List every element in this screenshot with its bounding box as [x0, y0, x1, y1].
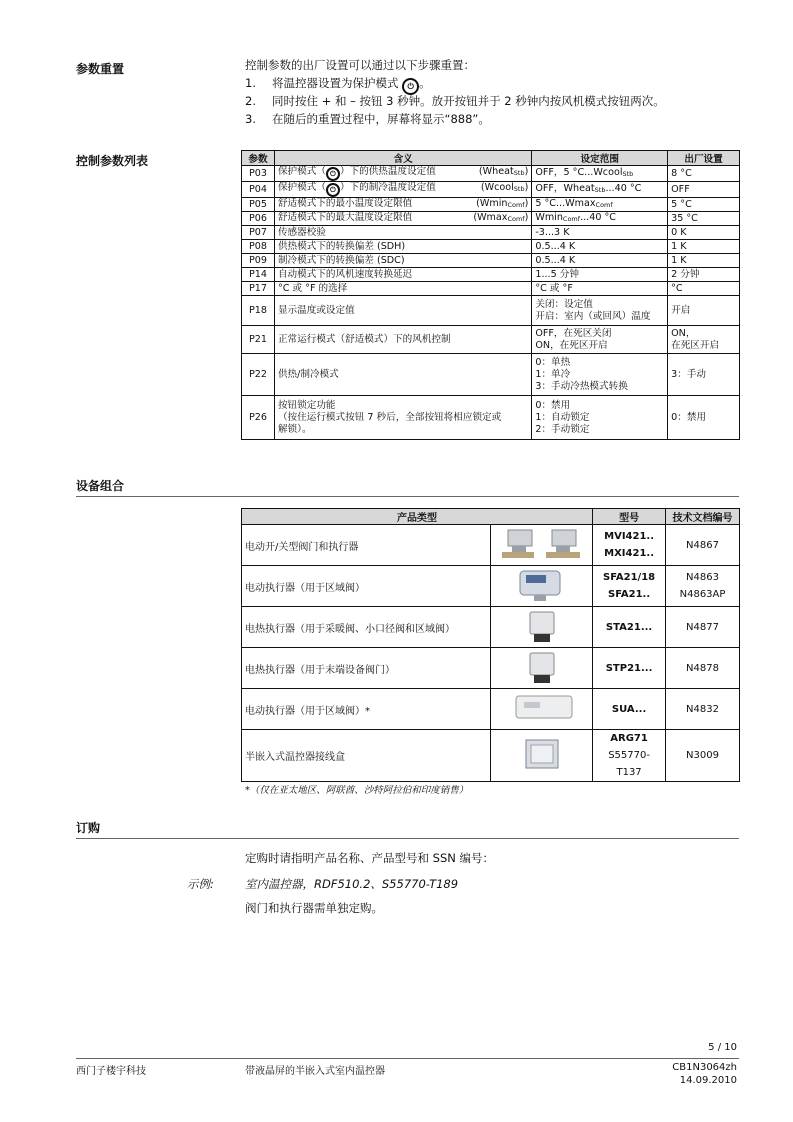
- footer-company: 西门子楼宇科技: [76, 1066, 146, 1077]
- param-meaning: 保护模式（ ⏻ ）下的制冷温度设定值 (WcoolStb): [274, 182, 531, 198]
- param-meaning: 供热/制冷模式: [274, 354, 531, 396]
- meaning-pre: 保护模式（: [277, 166, 326, 177]
- table-row: [242, 354, 740, 396]
- param-range: [532, 166, 668, 182]
- device-type: 电动开/关型阀门和执行器: [242, 525, 491, 566]
- param-default: [668, 326, 740, 354]
- param-meaning: 传感器校验: [274, 226, 531, 240]
- param-range: [532, 198, 668, 212]
- table-row: [242, 198, 740, 212]
- param-range: 0.5...4 K: [532, 240, 668, 254]
- device-type: 电动执行器（用于区域阀）: [242, 566, 491, 607]
- reset-step-2: [245, 92, 665, 110]
- range-sub: Stb: [622, 170, 634, 178]
- order-example-label: 示例:: [187, 877, 214, 891]
- meaning-var: Wmax: [477, 212, 508, 223]
- range-line: 3：手动冷热模式转换: [535, 380, 628, 392]
- device-model: [593, 648, 666, 689]
- range-line: 1：自动锁定: [535, 411, 590, 423]
- param-range: 0.5...4 K: [532, 254, 668, 268]
- range-line: 1：单冷: [535, 368, 571, 380]
- param-default: 2 分钟: [668, 268, 740, 282]
- device-image-zone-actuator: [491, 566, 593, 607]
- protection-mode-icon: ⏻: [326, 183, 340, 197]
- param-default: 1 K: [668, 254, 740, 268]
- table-row: [242, 648, 740, 689]
- param-range: [532, 354, 668, 396]
- footer-doc-title: 带液晶屏的半嵌入式室内温控器: [245, 1066, 385, 1077]
- table-row: [242, 282, 740, 296]
- meaning-post: ）下的制冷温度设定值: [339, 182, 436, 193]
- model-line: SFA21/18: [603, 572, 656, 583]
- param-code: P22: [242, 354, 275, 396]
- device-image-sua-actuator: [491, 689, 593, 730]
- param-default: 5 °C: [668, 198, 740, 212]
- device-image-valve-actuator: [491, 525, 593, 566]
- doc-line: N4863: [686, 572, 719, 583]
- param-table: [241, 150, 740, 440]
- param-header-code: 参数: [242, 151, 275, 166]
- device-doc: N4832: [666, 689, 740, 730]
- param-meaning: 供热模式下的转换偏差 (SDH): [274, 240, 531, 254]
- param-range: [532, 396, 668, 440]
- meaning-var: Wcool: [484, 182, 514, 193]
- device-type: 电动执行器（用于区域阀）*: [242, 689, 491, 730]
- param-code: P05: [242, 198, 275, 212]
- model-line: SFA21..: [608, 589, 651, 600]
- section-title-devices: 设备组合: [76, 479, 125, 493]
- device-header-model: 型号: [593, 509, 666, 525]
- param-meaning: 显示温度或设定值: [274, 296, 531, 326]
- doc-line: N4863AP: [679, 589, 726, 600]
- meaning-text: 舒适模式下的最小温度设定限值: [277, 198, 413, 209]
- section-divider: [76, 496, 739, 497]
- section-title-order: 订购: [76, 821, 101, 835]
- range-sub: Comf: [562, 215, 581, 223]
- default-line: ON，: [671, 327, 696, 339]
- param-code: P18: [242, 296, 275, 326]
- param-default: 35 °C: [668, 212, 740, 226]
- table-row: [242, 730, 740, 782]
- table-row: [242, 182, 740, 198]
- param-default: 开启: [668, 296, 740, 326]
- device-model: [593, 566, 666, 607]
- param-range: [532, 326, 668, 354]
- device-doc: N4877: [666, 607, 740, 648]
- meaning-var: Wmin: [479, 198, 508, 209]
- device-header-doc: 技术文档编号: [666, 509, 740, 525]
- device-model: [593, 525, 666, 566]
- table-row: [242, 226, 740, 240]
- table-row: [242, 212, 740, 226]
- device-model: [593, 607, 666, 648]
- param-default: 3：手动: [668, 354, 740, 396]
- reset-steps: [245, 74, 665, 128]
- device-type: 电热执行器（用于末端设备阀门）: [242, 648, 491, 689]
- range-line: 开启：室内（或回风）温度: [535, 310, 651, 322]
- range-text: 5 °C...Wmax: [535, 198, 596, 209]
- device-type: 电热执行器（用于采暖阀、小口径阀和区域阀）: [242, 607, 491, 648]
- range-text: Wmin: [535, 212, 563, 223]
- meaning-line: 按钮锁定功能: [277, 399, 336, 411]
- range-tail: ...40 °C: [580, 212, 616, 223]
- param-code: P07: [242, 226, 275, 240]
- range-line: 0：禁用: [535, 399, 571, 411]
- meaning-var-sub: Comf: [507, 201, 525, 209]
- model-line: STP21...: [605, 662, 653, 674]
- param-header-range: 设定范围: [532, 151, 668, 166]
- device-model: [593, 689, 666, 730]
- param-default: 0：禁用: [668, 396, 740, 440]
- device-doc: [666, 566, 740, 607]
- range-line: 0：单热: [535, 356, 571, 368]
- device-doc: N4878: [666, 648, 740, 689]
- param-code: P09: [242, 254, 275, 268]
- param-code: P26: [242, 396, 275, 440]
- device-image-junction-box: [491, 730, 593, 782]
- table-row: [242, 566, 740, 607]
- table-row: [242, 166, 740, 182]
- param-range: [532, 296, 668, 326]
- param-meaning: 舒适模式下的最大温度设定限值 (WmaxComf): [274, 212, 531, 226]
- range-text: OFF，Wheat: [535, 183, 595, 194]
- table-row: [242, 607, 740, 648]
- junction-box-icon: [494, 736, 590, 772]
- param-header-default: 出厂设置: [668, 151, 740, 166]
- zone-actuator-icon: [494, 567, 590, 603]
- table-row: [242, 296, 740, 326]
- step-number: 2.: [245, 94, 256, 108]
- param-default: °C: [668, 282, 740, 296]
- param-meaning: °C 或 °F 的选择: [274, 282, 531, 296]
- model-line: S55770-T137: [608, 750, 650, 778]
- param-code: P08: [242, 240, 275, 254]
- range-tail: ...40 °C: [605, 183, 642, 194]
- model-line: STA21...: [605, 621, 653, 633]
- meaning-line: （按住运行模式按钮 7 秒后，全部按钮将相应锁定或: [277, 411, 502, 423]
- reset-step-3: [245, 110, 665, 128]
- param-code: P03: [242, 166, 275, 182]
- param-code: P21: [242, 326, 275, 354]
- footer-divider: [76, 1058, 739, 1059]
- reset-step-1: [245, 74, 665, 92]
- page-number: 5 / 10: [708, 1042, 737, 1053]
- thermal-actuator-icon: [494, 608, 590, 644]
- param-meaning: 舒适模式下的最小温度设定限值 (WminComf): [274, 198, 531, 212]
- footer-date: 14.09.2010: [679, 1075, 737, 1086]
- order-line-3: 阀门和执行器需单独定购。: [245, 901, 383, 915]
- param-meaning: 自动模式下的风机速度转换延迟: [274, 268, 531, 282]
- section-divider: [76, 838, 739, 839]
- range-text: OFF，5 °C...Wcool: [535, 167, 623, 178]
- device-image-thermal-actuator-terminal: [491, 648, 593, 689]
- table-row: [242, 525, 740, 566]
- table-row: [242, 254, 740, 268]
- param-meaning: 保护模式（ ⏻ ）下的供热温度设定值 (WheatStb): [274, 166, 531, 182]
- model-line: MXI421..: [604, 548, 654, 559]
- meaning-var-sub: Stb: [513, 169, 525, 177]
- param-range: °C 或 °F: [532, 282, 668, 296]
- meaning-text: 舒适模式下的最大温度设定限值: [277, 212, 413, 223]
- param-meaning: 制冷模式下的转换偏差 (SDC): [274, 254, 531, 268]
- sua-actuator-icon: [494, 690, 590, 726]
- param-meaning: [274, 396, 531, 440]
- meaning-var-sub: Stb: [513, 185, 525, 193]
- param-range: 1...5 分钟: [532, 268, 668, 282]
- device-model: [593, 730, 666, 782]
- valve-actuator-icon: [494, 526, 590, 562]
- table-row: [242, 396, 740, 440]
- device-image-thermal-actuator: [491, 607, 593, 648]
- param-code: P17: [242, 282, 275, 296]
- range-line: 2：手动锁定: [535, 423, 590, 435]
- section-title-param-list: 控制参数列表: [76, 154, 149, 168]
- param-code: P06: [242, 212, 275, 226]
- meaning-line: 解锁）。: [277, 423, 312, 435]
- protection-mode-icon: ⏻: [402, 78, 419, 95]
- meaning-var: Wheat: [482, 166, 514, 177]
- param-meaning: 正常运行模式（舒适模式）下的风机控制: [274, 326, 531, 354]
- table-row: [242, 326, 740, 354]
- device-doc: N3009: [666, 730, 740, 782]
- param-default: 0 K: [668, 226, 740, 240]
- param-header-meaning: 含义: [274, 151, 531, 166]
- param-default: 1 K: [668, 240, 740, 254]
- param-default: 8 °C: [668, 166, 740, 182]
- device-note: *（仅在亚太地区、阿联酋、沙特阿拉伯和印度销售）: [245, 785, 469, 796]
- param-range: -3...3 K: [532, 226, 668, 240]
- meaning-post: ）下的供热温度设定值: [339, 166, 436, 177]
- param-code: P14: [242, 268, 275, 282]
- table-row: [242, 240, 740, 254]
- step-text: 同时按住 + 和 – 按钮 3 秒钟。放开按钮并于 2 秒钟内按风机模式按钮两次。: [272, 94, 665, 108]
- default-line: 在死区开启: [671, 339, 720, 351]
- range-sub: Stb: [594, 186, 606, 194]
- range-line: 关闭：设定值: [535, 298, 593, 310]
- model-line: SUA...: [611, 703, 647, 715]
- footer-doc-code: CB1N3064zh: [672, 1062, 737, 1073]
- param-range: [532, 212, 668, 226]
- step-number: 3.: [245, 112, 256, 126]
- step-text: 在随后的重置过程中，屏幕将显示“888”。: [272, 112, 490, 126]
- protection-mode-icon: ⏻: [326, 167, 340, 181]
- table-row: [242, 268, 740, 282]
- reset-intro: 控制参数的出厂设置可以通过以下步骤重置：: [245, 58, 475, 72]
- section-title-reset: 参数重置: [76, 62, 125, 76]
- param-range: [532, 182, 668, 198]
- step-number: 1.: [245, 76, 256, 90]
- range-line: ON，在死区开启: [535, 339, 608, 351]
- device-table: [241, 508, 740, 782]
- device-type: 半嵌入式温控器接线盒: [242, 730, 491, 782]
- order-line-1: 定购时请指明产品名称、产品型号和 SSN 编号：: [245, 851, 495, 865]
- range-sub: Comf: [595, 201, 613, 209]
- step-text: 将温控器设置为保护模式: [272, 76, 399, 90]
- meaning-pre: 保护模式（: [277, 182, 326, 193]
- param-default: OFF: [668, 182, 740, 198]
- param-code: P04: [242, 182, 275, 198]
- model-line: ARG71: [610, 733, 648, 744]
- step-tail: 。: [419, 76, 431, 90]
- order-example-text: 室内温控器，RDF510.2、S55770-T189: [245, 877, 459, 891]
- thermal-actuator-icon: [494, 649, 590, 685]
- meaning-var-sub: Comf: [507, 215, 525, 223]
- range-line: OFF，在死区关闭: [535, 327, 612, 339]
- device-header-type: 产品类型: [242, 509, 593, 525]
- model-line: MVI421..: [604, 531, 655, 542]
- device-doc: N4867: [666, 525, 740, 566]
- table-row: [242, 689, 740, 730]
